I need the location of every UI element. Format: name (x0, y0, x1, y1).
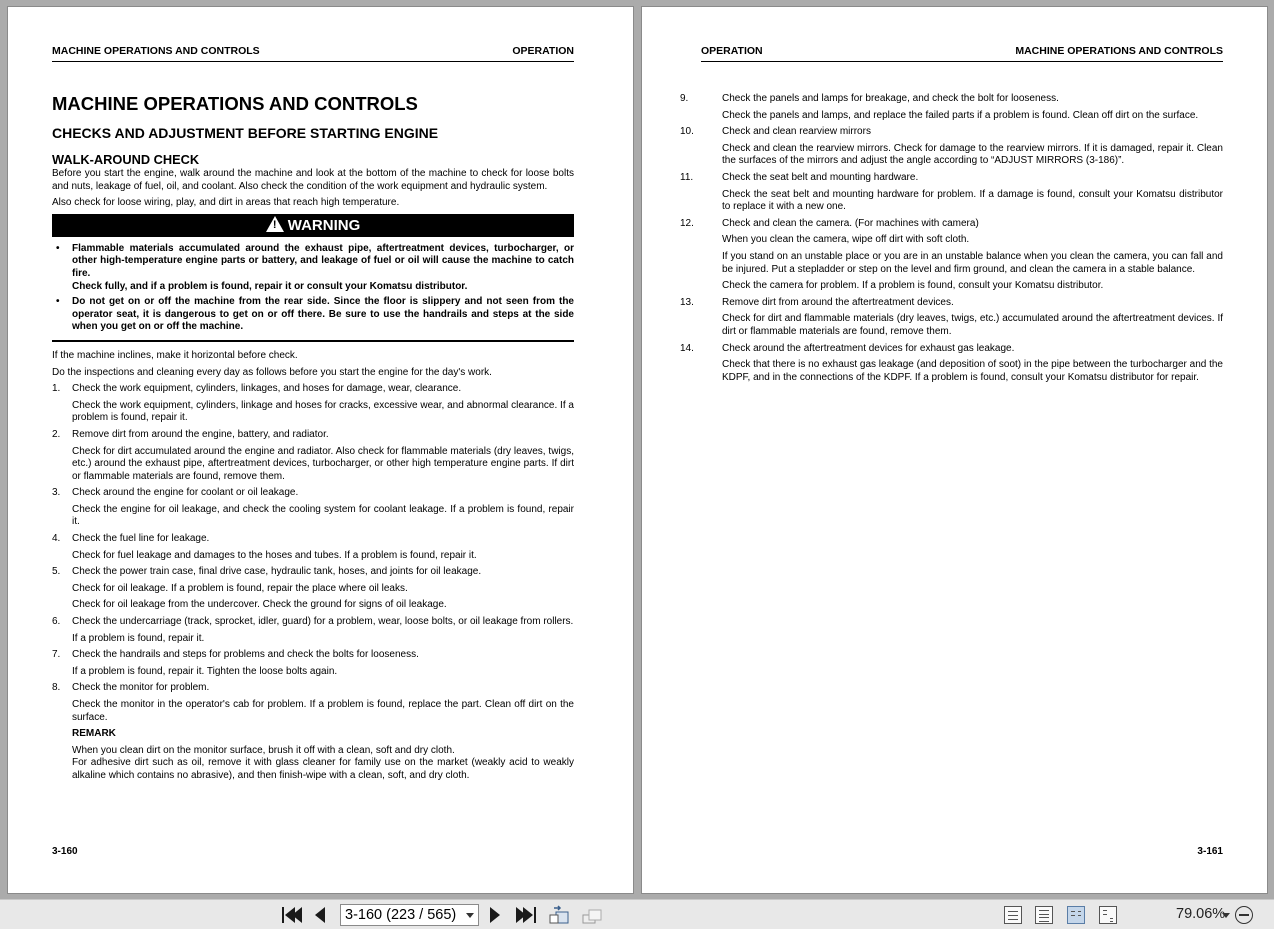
list-item (680, 126, 1223, 139)
item-detail: If a problem is found, repair it. Tighten the loose bolts again. (72, 665, 338, 677)
zoom-out-icon[interactable] (1235, 906, 1253, 924)
warning-triangle-icon: ! (266, 216, 284, 232)
warning-box (52, 214, 574, 342)
header-right: OPERATION (512, 45, 574, 57)
item-detail: Check for oil leakage. If a problem is found, repair the place where oil leaks. (72, 582, 408, 594)
forward-icon[interactable] (581, 905, 603, 925)
item-detail: Check the work equipment, cylinders, linkage and hoses for cracks, excessive wear, and abnormal clearance. If a problem is found, repair it. (72, 399, 574, 424)
warning-bullet: • Flammable materials accumulated around the exhaust pipe, aftertreatment devices, turbocharger, or other high-temperature engine parts or battery, and leakage of fuel or oil will cause the machine to catch fire. Check fully, and if a problem is found, repair it or consult your Komatsu distributor. (56, 242, 574, 292)
item-text: Check the work equipment, cylinders, linkages, and hoses for damage, wear, clearance. (72, 383, 462, 395)
list-item (680, 296, 1223, 310)
list-item (680, 93, 1223, 106)
item-detail: Check for oil leakage from the undercover. Check the ground for signs of oil leakage. (72, 599, 447, 611)
warning-text: Do not get on or off the machine from the rear side. Since the floor is slippery and not seen from the operator seat, it is dangerous to get on or off there. Be sure to use the handrails and steps at the side when you get on or off the machine. (72, 296, 574, 333)
item-detail: If a problem is found, repair it. (72, 632, 205, 644)
prev-page-icon[interactable] (313, 907, 327, 923)
page-3-160 (7, 6, 634, 894)
remark-text: When you clean dirt on the monitor surface, brush it off with a clean, soft and dry cloth. (72, 744, 455, 756)
list-item (52, 616, 574, 629)
remark-label: REMARK (72, 728, 116, 740)
first-page-icon[interactable] (282, 907, 302, 923)
item-text: Check the seat belt and mounting hardware. (722, 171, 919, 183)
item-number: 13. (680, 296, 694, 308)
item-number: 12. (680, 217, 694, 229)
item-text: Remove dirt from around the engine, battery, and radiator. (72, 428, 329, 440)
item-detail: Check the engine for oil leakage, and check the cooling system for coolant leakage. If a problem is found, repair it. (72, 503, 574, 528)
item-number: 10. (680, 126, 694, 138)
two-page-icon[interactable] (1067, 906, 1085, 924)
chevron-down-icon[interactable] (466, 913, 474, 918)
check-list (680, 93, 1223, 384)
item-text: Check and clean rearview mirrors (722, 126, 871, 138)
item-text: Check the panels and lamps for breakage, and check the bolt for looseness. (722, 93, 1059, 104)
item-detail: Check and clean the rearview mirrors. Check for damage to the rearview mirrors. If it is damaged, repair it. Clean the surfaces of the mirrors and adjust the angle according to “ADJUST MIRRORS (3-186)”. (722, 142, 1223, 167)
list-item (52, 429, 574, 442)
item-number: 2. (52, 428, 61, 440)
warning-header (52, 214, 574, 237)
item-detail: When you clean the camera, wipe off dirt with soft cloth. (722, 234, 970, 246)
header-left: OPERATION (701, 45, 763, 57)
item-detail: Check the seat belt and mounting hardware for problem. If a damage is found, consult your Komatsu distributor to replace it with a new one. (722, 188, 1223, 213)
page-number-value: 3-160 (223 / 565) (345, 907, 457, 923)
list-item (680, 342, 1223, 356)
item-detail: Check that there is no exhaust gas leakage (and deposition of soot) in the pipe between the turbocharger and the KDPF, and in the connections of the KDPF. If a problem is found, consult your Komatsu distributor for repair. (722, 359, 1223, 383)
item-text: Check the monitor for problem. (72, 682, 210, 694)
list-item (52, 487, 574, 500)
page-header (701, 45, 1223, 62)
remark-text: For adhesive dirt such as oil, remove it with glass cleaner for family use on the market (weakly acid to weakly alkaline which contains no abrasive), and then finish-wipe with a clean, soft, and dry cloth. (72, 757, 574, 781)
item-text: Check around the aftertreatment devices for exhaust gas leakage. (722, 342, 1015, 354)
next-page-icon[interactable] (488, 907, 502, 923)
item-number: 4. (52, 533, 61, 545)
item-number: 11. (680, 171, 694, 183)
item-number: 7. (52, 649, 61, 661)
item-text: Check the undercarriage (track, sprocket, idler, guard) for a problem, wear, loose bolts, or oil leakage from rollers. (72, 616, 574, 628)
page-number-field[interactable] (340, 904, 479, 926)
section-heading: CHECKS AND ADJUSTMENT BEFORE STARTING ENGINE (52, 125, 439, 141)
viewer-toolbar (0, 899, 1274, 929)
list-item (52, 649, 574, 662)
list-item (52, 533, 574, 546)
chevron-down-icon[interactable] (1222, 913, 1230, 918)
intro-paragraph: Before you start the engine, walk around the machine and look at the bottom of the machine to check for loose bolts and nuts, leakage of fuel, oil, and coolant. Also check the condition of the work equipment and hydraulic system. (52, 168, 574, 192)
item-number: 1. (52, 383, 61, 395)
item-number: 8. (52, 682, 61, 694)
page-title: MACHINE OPERATIONS AND CONTROLS (52, 93, 418, 114)
list-item (52, 682, 574, 695)
intro-paragraph: Also check for loose wiring, play, and dirt in areas that reach high temperature. (52, 197, 400, 209)
list-item (52, 566, 574, 579)
page-number: 3-161 (1197, 846, 1223, 857)
back-icon[interactable] (548, 905, 570, 925)
single-page-icon[interactable] (1004, 906, 1022, 924)
note-paragraph: Do the inspections and cleaning every day as follows before you start the engine for the day's work. (52, 366, 492, 378)
item-detail: Check for fuel leakage and damages to the hoses and tubes. If a problem is found, repair it. (72, 549, 477, 561)
header-left: MACHINE OPERATIONS AND CONTROLS (52, 45, 260, 57)
two-page-continuous-icon[interactable] (1099, 906, 1117, 924)
note-paragraph: If the machine inclines, make it horizontal before check. (52, 349, 298, 361)
item-number: 3. (52, 487, 61, 499)
zoom-level[interactable]: 79.06% (1176, 906, 1226, 922)
item-text: Check the fuel line for leakage. (72, 533, 210, 545)
item-text: Check and clean the camera. (For machines with camera) (722, 217, 979, 229)
page-header (52, 45, 574, 62)
item-number: 6. (52, 616, 61, 628)
check-list (52, 383, 574, 724)
list-item (52, 383, 574, 396)
item-detail: Check the monitor in the operator's cab for problem. If a problem is found, replace the part. Clean off dirt on the surface. (72, 699, 574, 723)
subsection-heading: WALK-AROUND CHECK (52, 152, 200, 167)
list-item (680, 171, 1223, 185)
item-detail: Check the camera for problem. If a problem is found, consult your Komatsu distributor. (722, 280, 1104, 292)
page-3-161 (641, 6, 1268, 894)
item-text: Remove dirt from around the aftertreatment devices. (722, 296, 954, 308)
item-text: Check the power train case, final drive case, hydraulic tank, hoses, and joints for oil leakage. (72, 566, 482, 578)
continuous-icon[interactable] (1035, 906, 1053, 924)
warning-label: WARNING (287, 216, 361, 234)
item-number: 14. (680, 342, 694, 354)
page-number: 3-160 (52, 846, 78, 857)
item-detail: Check the panels and lamps, and replace the failed parts if a problem is found. Clean off dirt on the surface. (722, 109, 1199, 121)
item-number: 5. (52, 566, 61, 578)
item-text: Check around the engine for coolant or oil leakage. (72, 487, 299, 499)
item-number: 9. (680, 93, 689, 104)
warning-text: Check fully, and if a problem is found, repair it or consult your Komatsu distributor. (72, 280, 468, 292)
item-detail: Check for dirt and flammable materials (dry leaves, twigs, etc.) accumulated around the aftertreatment devices. If dirt or flammable materials are found, remove them. (722, 313, 1223, 337)
item-detail: If you stand on an unstable place or you are in an unstable balance when you clean the camera, you can fall and be injured. Put a stepladder or step on the level and firm ground, and clean the camera in a stable balance. (722, 250, 1223, 275)
header-right: MACHINE OPERATIONS AND CONTROLS (1015, 45, 1223, 57)
list-item (680, 217, 1223, 231)
warning-text: Flammable materials accumulated around the exhaust pipe, aftertreatment devices, turbocharger, or other high-temperature engine parts or battery, and leakage of fuel or oil will cause the machine to catch fire. (72, 242, 574, 279)
warning-bullet: • Do not get on or off the machine from the rear side. Since the floor is slippery and not seen from the operator seat, it is dangerous to get on or off there. Be sure to use the handrails and steps at the side when you get on or off the machine. (56, 296, 574, 333)
item-detail: Check for dirt accumulated around the engine and radiator. Also check for flammable materials (dry leaves, twigs, etc.) around the exhaust pipe, aftertreatment devices, turbocharger, or other high temperature engine parts. If dirt or flammable materials are found, remove them. (72, 445, 574, 482)
item-text: Check the handrails and steps for problems and check the bolts for looseness. (72, 649, 419, 661)
last-page-icon[interactable] (516, 907, 536, 923)
